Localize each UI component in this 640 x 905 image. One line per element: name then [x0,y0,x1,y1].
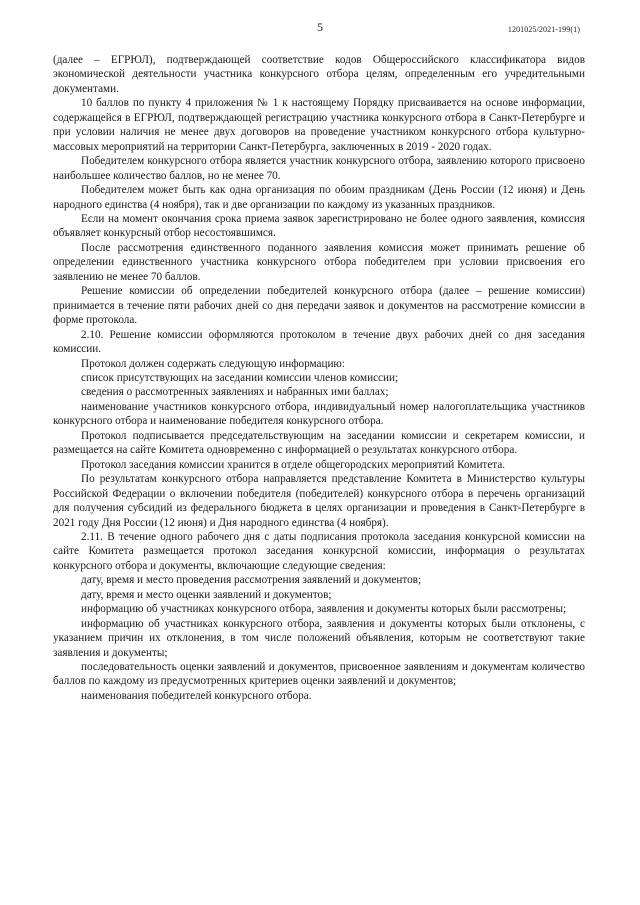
paragraph: сведения о рассмотренных заявлениях и набранных ими баллах; [81,386,389,399]
paragraph: Протокол должен содержать следующую информацию: [81,357,345,370]
paragraph: список присутствующих на заседании комиссии членов комиссии; [81,371,399,384]
paragraph: информацию об участниках конкурсного отбора, заявления и документы которых были рассмотрены; [81,603,567,616]
paragraph: Решение комиссии об определении победителей конкурсного отбора (далее – решение комиссии) принимается в течение пяти рабочих дней со дня передачи заявок и документов на рассмотрение комиссии в форме протокола. [53,285,585,327]
paragraph: 10 баллов по пункту 4 приложения № 1 к настоящему Порядку присваивается на основе информации, содержащейся в ЕГРЮЛ, подтверждающей регистрацию участника конкурсного отбора в Санкт-Петербурге и при условии наличия не менее двух договоров на проведение участником конкурсного отбора культурно-массовых мероприятий на территории Санкт-Петербурга, заключенных в 2019 - 2020 годах. [53,97,585,153]
paragraph: Если на момент окончания срока приема заявок зарегистрировано не более одного заявления, комиссия объявляет конкурсный отбор несостоявшимся. [53,212,585,240]
paragraph: дату, время и место проведения рассмотрения заявлений и документов; [81,574,422,587]
page-number: 5 [317,20,323,34]
document-body [53,53,585,703]
paragraph: Протокол заседания комиссии хранится в отделе общегородских мероприятий Комитета. [81,458,506,471]
paragraph: По результатам конкурсного отбора направляется представление Комитета в Министерство культуры Российской Федерации о включении победителя (победителей) конкурсного отбора в перечень организаций для получения субсидий из федерального бюджета в целях организации и проведения в Санкт-Петербурге в 2021 году Дня России (12 июня) и Дня народного единства (4 ноября). [53,473,585,529]
paragraph: наименования победителей конкурсного отбора. [81,689,312,702]
paragraph: информацию об участниках конкурсного отбора, заявления и документы которых были отклонены, с указанием причин их отклонения, в том числе положений объявления, которым не соответствуют такие заявления и документы; [53,617,585,659]
document-code: 1201025/2021-199(1) [507,25,580,34]
paragraph: Протокол подписывается председательствующим на заседании комиссии и секретарем комиссии, и размещается на сайте Комитета одновременно с информацией о результатах конкурсного отбора. [53,429,585,457]
paragraph: (далее – ЕГРЮЛ), подтверждающей соответствие кодов Общероссийского классификатора видов экономической деятельности участника конкурсного отбора целям, определенным его учредительными документами. [53,54,585,95]
paragraph: наименование участников конкурсного отбора, индивидуальный номер налогоплательщика участников конкурсного отбора и наименование победителя конкурсного отбора. [53,400,585,428]
paragraph: Победителем может быть как одна организация по обоим праздникам (День России (12 июня) и День народного единства (4 ноября), так и две организации по каждому из указанных праздников. [53,184,585,211]
paragraph: После рассмотрения единственного поданного заявления комиссия может принимать решение об определении единственного участника конкурсного отбора победителем при условии присвоения его заявлению не менее 70 баллов. [53,241,585,283]
paragraph: последовательность оценки заявлений и документов, присвоенное заявлениям и документам количество баллов по каждому из предусмотренных критериев оценки заявлений и документов; [53,661,585,688]
paragraph: дату, время и место оценки заявлений и документов; [81,588,332,601]
paragraph: Победителем конкурсного отбора является участник конкурсного отбора, заявлению которого присвоено наибольшее количество баллов, но не менее 70. [53,155,585,182]
paragraph: 2.10. Решение комиссии оформляются протоколом в течение двух рабочих дней со дня заседания комиссии. [53,328,585,356]
paragraph: 2.11. В течение одного рабочего дня с даты подписания протокола заседания конкурсной комиссии на сайте Комитета размещается протокол заседания конкурсной комиссии, информация о результатах конкурсного отбора и документы, включающие следующие сведения: [53,530,585,572]
